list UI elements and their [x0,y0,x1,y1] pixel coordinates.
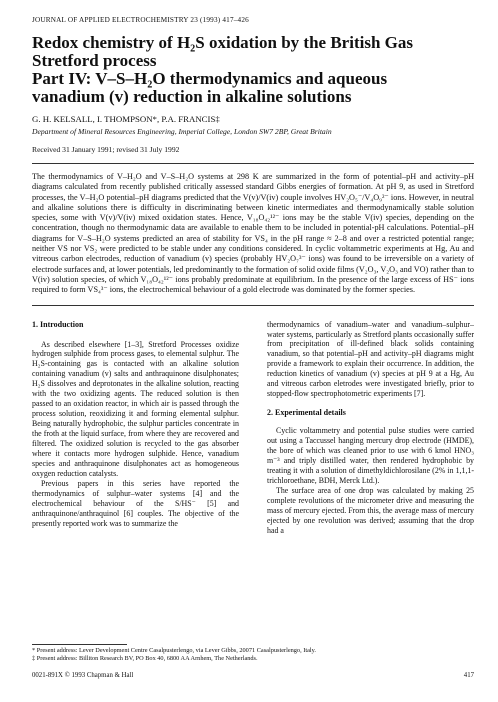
paper-page [32,16,474,536]
footnote-1: * Present address: Lever Development Centre Casalpusterlengo, via Lever Gibbs, 20071 Casalpusterlengo, Italy. [32,647,316,654]
received-dates: Received 31 January 1991; revised 31 July 1992 [32,145,180,154]
abstract-bottom-rule [32,305,474,306]
intro-paragraph-1: As described elsewhere [1–3], Stretford Processes oxidize hydrogen sulphide from process gases, to elemental sulphur. The H₂S-containing gas is contacted with an alkaline solution containing vanadium (v) salts and anthraquinone disulphonates; H₂S dissolves and deprotonates in the alkaline solution, reacting with the two oxidizing agents. The reduced solution is then passed to an oxidation reactor, in which air is passed through the process solution, reoxidizing it and forming elemental sulphur. Being naturally hydrophobic, the sulphur particles concentrate in the froth at the liquid surface, from where they are recovered and filtered. The oxidized solution is recycled to the gas absorber where it contacts more hydrogen sulphide. Hence, vanadium species and anthraquinone disulphonates act as homogeneous oxygen reduction catalysts. [32,339,239,478]
abstract-top-rule [32,163,474,164]
experimental-paragraph-1: Cyclic voltammetry and potential pulse studies were carried out using a Taccussel hanging mercury drop electrode (HMDE), the bore of which was cleaned prior to use with 6 kmol HNO₃ m⁻³ and triply distilled water, then rendered hydrophobic by treating it with a solution of dimethyldichlorosilane (2% in 1,1,1-trichloroethane, BDH, Merck Ltd.). [267,426,474,485]
intro-paragraph-continued: thermodynamics of vanadium–water and vanadium–sulphur–water systems, particularly as Stretford plants occasionally suffer from precipitation of ill-defined black solids containing vanadium, so that potential–pH and activity–pH diagrams might provide a framework to explain their occurrence. In addition, the reduction kinetics of vanadium (v) species at pH 9 at a Hg, Au and vitreous carbon eletrodes were investigated briefly, prior to stopped-flow spectrophotometric experiments [7]. [267,319,474,399]
footnote-rule [32,644,127,645]
title-line-4: vanadium (v) reduction in alkaline solutions [32,87,352,106]
footnote-2: ‡ Present address: Billiton Research BV, PO Box 40, 6800 AA Arnhem, The Netherlands. [32,655,258,662]
page-footer [32,672,474,679]
footnotes [32,647,474,663]
abstract: The thermodynamics of V–H₂O and V–S–H₂O systems at 298 K are summarized in the form of potential–pH and activity–pH diagrams calculated from recently published critically assessed standard Gibbs energies of formation. At pH 9, as used in Stretford processes, the V–H₂O potential–pH diagrams predicted that the V(v)/V(iv) couple involves HV₂O₅⁻/V₄O₉²⁻ ions. However, in neutral and alkaline solutions there is difficulty in discriminating between kinetic intermediates and thermodynamically stable solution species, some with V(v)/V(iv) mixed oxidation states. Hence, V₁₈O₄₂¹²⁻ ions may be the stable V(iv) species, depending on the concentration, though no thermodynamic data are available to enable them to be included in potential-pH calculations. Potential–pH diagrams for V–S–H₂O systems predicted an area of stability for VS₄ in the pH range ≈ 2–8 and over a restricted potential range; neither VS nor VS₂ were predicted to be stable under any conditions considered. In cyclic voltammetric experiments at Hg, Au and vitreous carbon electrodes, reduction of vanadium (v) species (probably HV₂O₇³⁻ ions) was found to be irreversible on a variety of electrode surfaces and, at lower potentials, led predominantly to the formation of solid oxide films (V₂O₃, V₂O₃ and VO) rather than to V(iv) solution species, of which V₁₈O₄₂¹²⁻ ions probably predominate at equilibrium. In the presence of the large excess of HS⁻ ions required to form VS₄³⁻ ions, the electrochemical behaviour of a gold electrode was dominated by the former species. [32,172,474,295]
authors: G. H. KELSALL, I. THOMPSON*, P.A. FRANCIS‡ [32,114,220,124]
section-heading-introduction: 1. Introduction [32,319,84,329]
body-columns [32,320,474,536]
intro-paragraph-2: Previous papers in this series have reported the thermodynamics of sulphur–water systems [4] and the electrochemical behaviour of the S/HS⁻ [5] and anthraquinone/anthraquinol [6] couples. The objective of the presently reported work was to summarize the [32,478,239,528]
page-number: 417 [463,672,474,679]
affiliation: Department of Mineral Resources Engineering, Imperial College, London SW7 2BP, Great Britain [32,127,332,136]
left-column [32,320,239,536]
right-column [267,320,474,536]
title-line-2: Stretford process [32,51,157,70]
title-line-1: Redox chemistry of H₂S oxidation by the British Gas [32,33,413,52]
experimental-paragraph-2: The surface area of one drop was calculated by making 25 complete revolutions of the micrometer drive and measuring the mass of mercury ejected. From this, the average mass of mercury ejected by one revolution was derived; assuming that the drop had a [267,485,474,535]
title-line-3: Part IV: V–S–H₂O thermodynamics and aqueous [32,69,388,88]
journal-header: JOURNAL OF APPLIED ELECTROCHEMISTRY 23 (1993) 417–426 [32,16,249,24]
section-heading-experimental: 2. Experimental details [267,408,346,418]
issn-copyright: 0021-891X © 1993 Chapman & Hall [32,672,134,679]
paper-title [32,34,474,106]
